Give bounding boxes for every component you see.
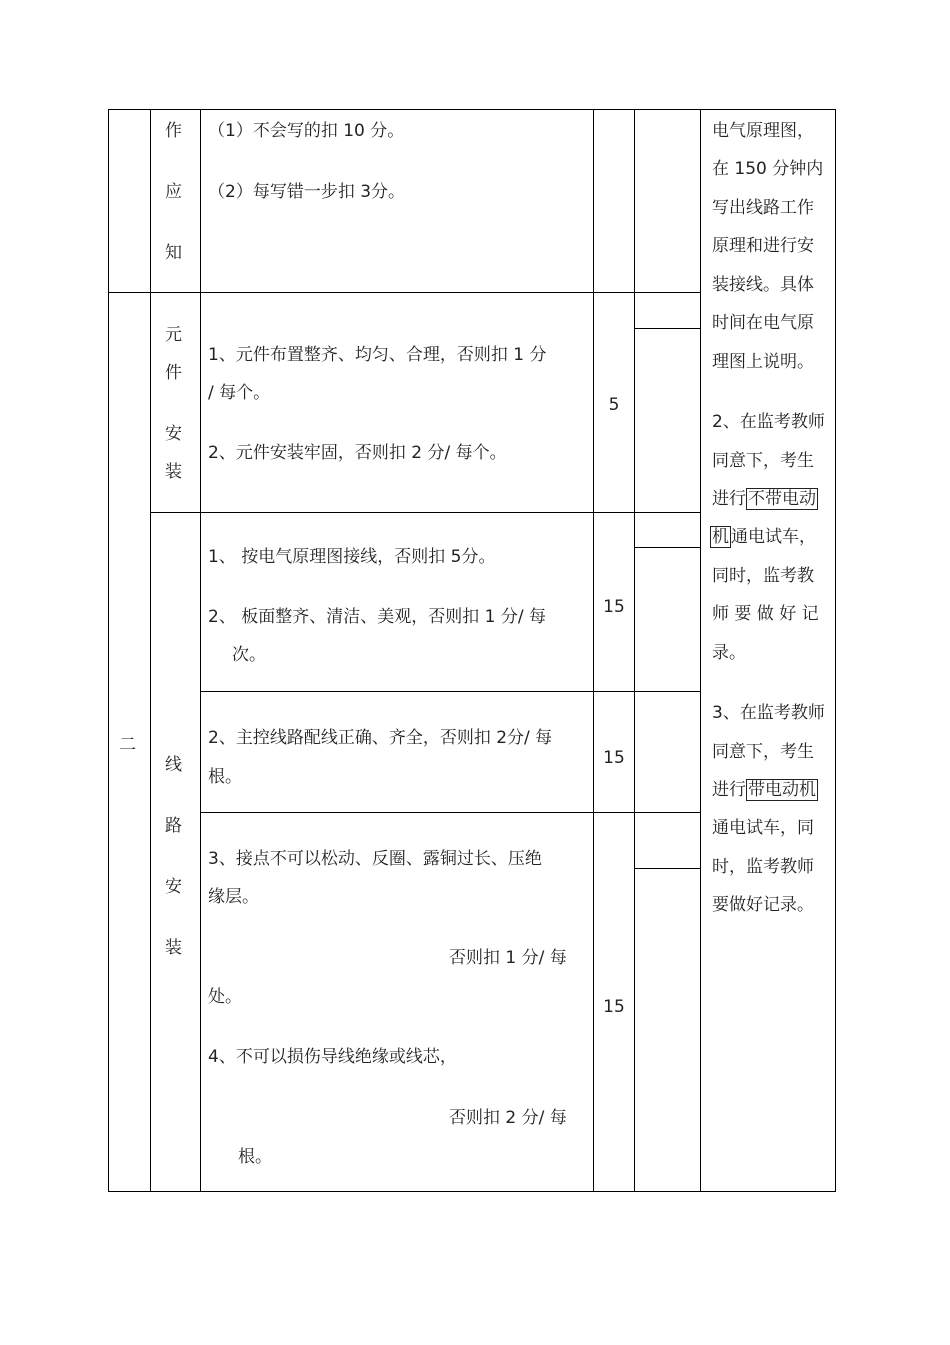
component-label-char-1: 元 [165, 325, 182, 345]
wiring-a-score: 15 [603, 597, 625, 617]
col-line-deduct [700, 109, 701, 1192]
row-divider-1 [108, 292, 701, 293]
remark-p3-line-6: 要做好记录。 [712, 895, 814, 915]
remark-p2-prefix: 进行 [712, 489, 746, 509]
remark-p1-line-3: 写出线路工作 [712, 198, 814, 218]
component-criteria-1b: / 每个。 [208, 383, 271, 403]
remark-p2-line-4 [710, 527, 816, 547]
wiring-a-criteria-1: 1、 按电气原理图接线，否则扣 5分。 [208, 547, 496, 567]
section-number: 二 [119, 735, 136, 755]
remark-p1-line-5: 装接线。具体 [712, 275, 814, 295]
table-bottom-border [108, 1191, 836, 1192]
remark-p3-line-5: 时，监考教师 [712, 857, 814, 877]
row1-criteria-1: （1）不会写的扣 10 分。 [208, 121, 405, 141]
remark-p3-boxed: 带电动机 [748, 780, 816, 800]
table-right-border [835, 109, 836, 1192]
remark-p1-line-4: 原理和进行安 [712, 236, 814, 256]
wiring-b-criteria-1: 2、主控线路配线正确、齐全，否则扣 2分/ 每 [208, 728, 553, 748]
remark-p3-prefix: 进行 [712, 780, 746, 800]
wiring-label-char-2: 路 [165, 816, 182, 836]
wiring-label-char-3: 安 [165, 877, 182, 897]
col-line-content [593, 109, 594, 1192]
component-score: 5 [608, 395, 620, 415]
wiring-label-char-1: 线 [165, 755, 182, 775]
component-label-char-2: 件 [165, 363, 182, 383]
row1-criteria-2: （2）每写错一步扣 3分。 [208, 182, 406, 202]
remark-p3-line-4: 通电试车，同 [712, 818, 814, 838]
row-divider-4 [200, 812, 701, 813]
remark-p2-line-2: 同意下，考生 [712, 451, 814, 471]
component-criteria-2: 2、元件安装牢固，否则扣 2 分/ 每个。 [208, 443, 507, 463]
wiring-c-criteria-2: 缘层。 [208, 887, 259, 907]
table-left-border [108, 109, 109, 1192]
wiring-b-score: 15 [603, 748, 625, 768]
remark-p2-boxed-a: 不带电动 [748, 489, 816, 509]
remark-p2-line-7: 录。 [712, 643, 746, 663]
remark-p1-line-2: 在 150 分钟内 [712, 159, 824, 179]
table-top-border [108, 109, 836, 110]
col-line-number [150, 109, 151, 1192]
wiring-c-score: 15 [603, 997, 625, 1017]
remark-p2-line-5: 同时，监考教 [712, 566, 814, 586]
wiring-b-criteria-2: 根。 [208, 767, 242, 787]
wiring-c-criteria-1: 3、接点不可以松动、反圈、露铜过长、压绝 [208, 849, 542, 869]
wiring-c-criteria-5: 4、不可以损伤导线绝缘或线芯， [208, 1047, 457, 1067]
row1-label-char-3: 知 [165, 243, 182, 263]
remark-p3-line-1: 3、在监考教师 [712, 703, 825, 723]
row-divider-3 [200, 691, 701, 692]
row1-label-char-2: 应 [165, 182, 182, 202]
deduct-subline-2 [634, 547, 701, 548]
wiring-c-criteria-7: 根。 [238, 1147, 272, 1167]
component-label-char-3: 安 [165, 424, 182, 444]
remark-p2-line-3 [712, 489, 818, 509]
row1-label-char-1: 作 [165, 121, 182, 141]
wiring-label-char-4: 装 [165, 938, 182, 958]
wiring-a-criteria-3: 次。 [232, 645, 266, 665]
remark-p2-boxed-b: 机 [712, 527, 729, 547]
remark-p2-line-6: 师 要 做 好 记 [712, 604, 819, 624]
remark-p2-suffix: 通电试车， [731, 527, 816, 547]
deduct-subline-3 [634, 868, 701, 869]
col-line-score [634, 109, 635, 1192]
deduct-subline-1 [634, 328, 701, 329]
remark-p1-line-1: 电气原理图， [712, 121, 814, 141]
remark-p3-line-2: 同意下，考生 [712, 742, 814, 762]
component-criteria-1a: 1、元件布置整齐、均匀、合理，否则扣 1 分 [208, 345, 547, 365]
wiring-c-criteria-6: 否则扣 2 分/ 每 [449, 1108, 567, 1128]
col-line-label [200, 109, 201, 1192]
wiring-c-criteria-3: 否则扣 1 分/ 每 [449, 948, 567, 968]
remark-p1-line-7: 理图上说明。 [712, 352, 814, 372]
row-divider-2 [150, 512, 701, 513]
component-label-char-4: 装 [165, 462, 182, 482]
wiring-a-criteria-2: 2、 板面整齐、清洁、美观，否则扣 1 分/ 每 [208, 607, 546, 627]
remark-p2-line-1: 2、在监考教师 [712, 412, 825, 432]
remark-p1-line-6: 时间在电气原 [712, 313, 814, 333]
remark-p3-line-3 [712, 780, 818, 800]
wiring-c-criteria-4: 处。 [208, 987, 242, 1007]
